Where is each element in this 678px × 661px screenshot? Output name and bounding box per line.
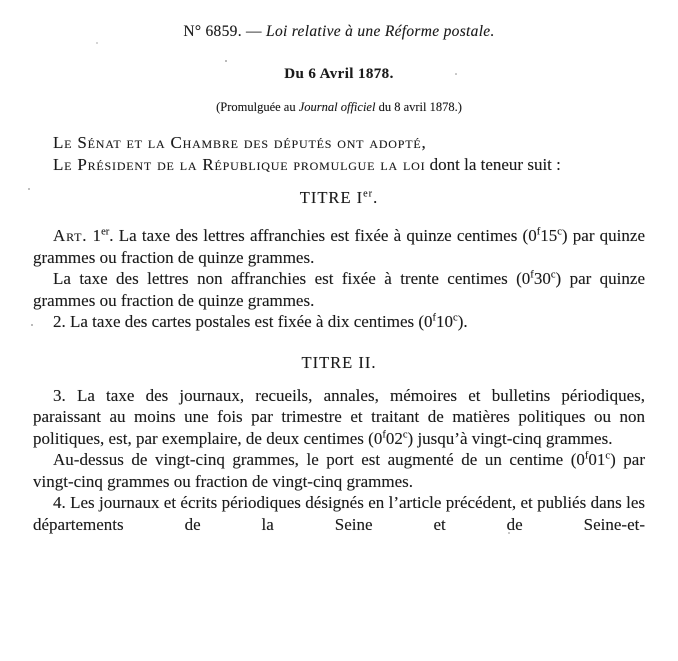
text-segment: ) par vingt-cinq grammes ou fraction de vingt-cinq grammes. <box>33 450 646 491</box>
text-segment: er <box>363 188 374 200</box>
text-segment: c <box>550 269 556 281</box>
text-segment: 4. Les journaux et écrits périodiques désignés en l’article précédent, et publiés dans les départements de la Seine et de Seine-et- <box>33 493 645 534</box>
text-segment: 02 <box>385 428 403 448</box>
text-segment: f <box>536 226 541 238</box>
text-segment: er <box>101 226 110 238</box>
text-segment: c <box>557 226 562 238</box>
text-segment: (Promulguée au <box>216 100 299 114</box>
text-segment: TITRE I <box>299 188 364 207</box>
text-segment: Du 6 Avril 1878. <box>284 66 394 82</box>
promulgation-clause <box>33 154 645 176</box>
scan-speck <box>508 532 510 534</box>
scan-speck <box>225 60 227 62</box>
text-segment: Le Sénat et la Chambre des députés ont adopté, <box>53 133 427 152</box>
adoption-clause <box>33 132 645 154</box>
text-segment: f <box>584 450 589 462</box>
text-segment: c <box>605 450 611 462</box>
document-date-line <box>33 64 645 84</box>
text-segment: c <box>453 312 458 324</box>
preamble-section <box>33 132 645 175</box>
document-header <box>33 22 645 116</box>
text-segment: c <box>402 428 408 440</box>
titre-1-section <box>33 188 645 333</box>
promulgation-note <box>33 98 645 116</box>
scan-speck <box>28 188 30 190</box>
text-segment: N° 6859. — <box>183 23 267 40</box>
scan-speck <box>455 73 457 75</box>
text-segment: dont la teneur suit : <box>425 154 561 174</box>
scan-speck <box>96 42 98 44</box>
text-segment: Art. <box>53 226 88 245</box>
article-4-departments <box>33 492 645 535</box>
article-1-franked-letters <box>33 225 645 268</box>
titre-2-section <box>33 353 645 536</box>
text-segment: 2. La taxe des cartes postales est fixée à dix centimes (0 <box>53 312 433 331</box>
text-segment: Journal officiel <box>298 100 376 114</box>
text-segment: ) jusqu’à vingt-cinq grammes. <box>407 428 613 448</box>
text-segment: TITRE II. <box>301 352 377 372</box>
text-segment: ). <box>457 312 468 331</box>
text-segment: Loi relative à une Réforme postale. <box>266 23 495 40</box>
text-segment: La taxe des lettres non affranchies est fixée à trente centimes (0 <box>53 269 531 288</box>
text-segment: . La taxe des lettres affranchies est fixée à quinze centimes (0 <box>109 226 537 245</box>
text-segment: 3. La taxe des journaux, recueils, annales, mémoires et bulletins périodiques, paraissant au moins une fois par trimestre et traitant de matières politiques ou non politiques, est, par exemplaire, de deux centimes (0 <box>33 385 645 448</box>
text-segment: Au-dessus de vingt-cinq grammes, le port est augmenté de un centime (0 <box>53 450 585 469</box>
text-segment: f <box>530 269 534 281</box>
text-segment: f <box>382 428 386 440</box>
text-segment: 30 <box>533 269 551 288</box>
titre-2-heading <box>33 353 645 373</box>
article-3-periodicals <box>33 385 645 450</box>
text-segment: . <box>373 188 379 207</box>
article-3-surcharge <box>33 449 645 492</box>
scan-speck <box>31 324 33 326</box>
document-title-line <box>33 22 645 42</box>
text-segment: ) par quinze grammes ou fraction de quinze grammes. <box>33 269 645 310</box>
titre-1-heading <box>33 188 645 208</box>
article-2-postcards <box>33 311 645 333</box>
text-segment: 01 <box>588 450 606 469</box>
text-segment: 10 <box>436 312 454 331</box>
text-segment: f <box>432 312 437 324</box>
text-segment: Le Président de la République promulgue la loi <box>53 154 426 174</box>
text-segment: ) par quinze grammes ou fraction de quinze grammes. <box>33 226 645 267</box>
text-segment: 1 <box>87 226 102 245</box>
article-1-unfranked-letters <box>33 268 645 311</box>
text-segment: 15 <box>540 226 558 245</box>
text-segment: du 8 avril 1878.) <box>375 100 462 114</box>
